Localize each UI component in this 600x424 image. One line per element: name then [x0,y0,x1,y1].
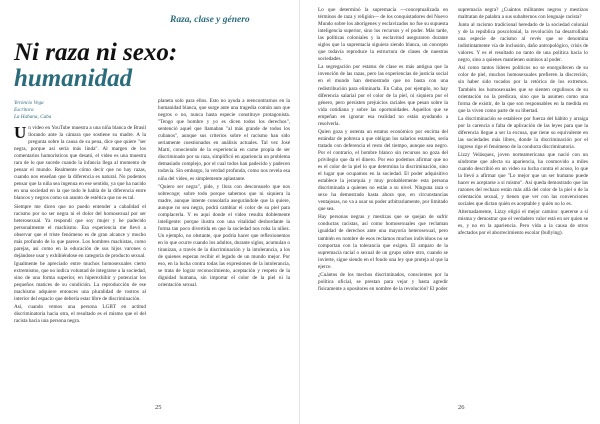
paragraph: Siempre me dicen que no puedo entender a cabalidad el racismo por no ser negra ni el dolor del homosexual por ser heterosexual. Ya respondí que soy mujer y he padecido personalmente el machismo. Esa experiencia me llevó a observar que el triste fenómeno es de gran alcance y mucho más profundo de lo que parece. Los hombres machistas, como parejas, así como en la educación de sus hijos varones o dejándose usar y exhibiéndose en categoría de producto sexual. [14,203,146,259]
text-column-4 [458,7,588,397]
text-column-1 [14,125,146,387]
paragraph: Alternadamente, Lizzy eligió el mejor camino: quererse a sí misma y demostrar que el verdadero valor está en ser quien se es, y no en la apariencia. Pero vida a la causa de otros afectados por el aborrecimiento escolar (bullying). [458,209,588,237]
paragraph: La discriminación se establece por fuerza del hábito y arraiga por la carencia o falta de aplicación de las leyes para que la diferencia llegue a ser la excusa, que tiene su equivalente en las sociedades más libres, donde la discriminación por el ingreso rige el fenómeno de la conducta discriminatoria. [458,115,588,150]
text-column-3 [318,7,448,397]
paragraph: Hay personas negras y mestizas que se quejan de sufrir conductas racistas, así como homosexuales que reclaman igualdad de derechos ante una mayoría heterosexual, pero también en nombre de esos reclamos muchos individuos no se comportan con la tolerancia que exigen. El amparo de la supremacía racial o sexual de un grupo sobre otro, cuando se invierte, sigue siendo en el fondo una ley que proteja al que la ejerce. [318,214,448,270]
section-tag: Raza, clase y género [170,15,250,25]
paragraph: Así como tantos líderes políticos no se enorgullecen de su color de piel, muchos homosexuales prefieren la discreción, sin haber sido tocados por la retórica de los extremos. También los homosexuales que se sienten orgullosos de su orientación no la predican, sino que la asumen como una forma de existir, de la que son responsables en la medida en que la viven como parte de su libertad. [458,65,588,114]
byline-role: Escritora [14,107,34,113]
paragraph: supremacía negra? ¿Cuántos militantes negros y mestizos maltratan de palabra a sus subalternos con lenguaje racista? [458,7,588,21]
paragraph: "Quiero ser negra", pide, y llora con desconsuelo que nos sobrecoge; sobre todo porque sabemos que ni siquiera la madre, aunque intente consolarla asegurándole que la quiere, aunque no sea negra, podrá cambiar el color de su piel para complacerla. Y es aquí donde el video resulta doblemente inteligente: porque ilustra con una vitalidad desbordante la forma tan poco divertida en que la sociedad nos roba la niñez. Un ejemplo, no obstante, que podría hacer que reflexionemos en lo que ocurre cuando los adultos, durante siglos, acumulan o tiranizan, a través de la discriminación y la intolerancia, a los de quienes esperan recibir el legado de un mundo mejor. Por eso, en la lucha contra todas las expresiones de la intolerancia, se trata de lograr reconocimiento, aceptación y respeto de la dignidad humana, sin importar el color de la piel ni la orientación sexual. [158,183,290,289]
text-column-2 [158,98,290,388]
article-title-line1: Ni raza ni sexo: [14,39,178,66]
paragraph: planeta solo para ellos. Esto no ayuda a reencontrarnos en la humanidad blanca, que surge ante una tragedia común aun que negros o no, nunca hasta especie constituye protagonista. "Tengo que hombre y yo es dicen todos los derechos", sentenció aquel que llamaban "al más grande de todos los cubanos", aunque sus criterios sobre el racismo han sido seriamente cuestionados en análisis actuales. Tal vez José Martí, conociendo de la experiencia en carne propia de ser discriminado por su raza, simplificó en apariencia un problema demasiado complejo, por el cual todos han padecido y padecen todavía. Sin embargo, la verdad profunda, como nos revela esa niña del video, es simplemente aplastante. [158,98,290,182]
first-paragraph-text: n video en YouTube muestra a una niña blanca de Brasil llorando ante la cámara que sostiene su madre. A la pregunta sobre la causa de su pena, dice que quiere "ser negra, porque así sería más linda". Al margen de los comentarios humorísticos que desató, el video es una muestra rara de lo que sucede cuando la infancia llega al momento de pensar el mundo. Realmente cómo decir que no hay razas, cuando nos enseñan que la diferencia es natural. No podemos pensar que la niña sea ingenua en ese sentido, ya que ha nacido en una sociedad en la que todo le habla de la diferencia entre blancos y negros como un asunto de estética que no es tal. [14,125,146,202]
paragraph: La segregación por estatus de clase es más antigua que la invención de las razas, pero las experiencias de justicia social en el mundo han demostrado que no basta con una redistribución para eliminarla. En Cuba, por ejemplo, no hay diferencia salarial por el color de la piel, ni siquiera por el género, pero persisten prejuicios raciales que pesan sobre la vida cotidiana y sobre las oportunidades. Aquellos que se empeñan en ignorar esa realidad no están ayudando a resolverla. [318,64,448,127]
dropcap: U [14,125,27,142]
byline-location: La Habana, Cuba [14,114,52,120]
article-title-line2: humanidad [14,65,133,92]
first-paragraph [14,125,146,203]
paragraph: Quien goza y ostenta un estatus económico por encima del estándar de pobreza a que obligan los salarios estatales, sería tratado con deferencia el resto del tiempo, aunque sea negro. Por el contrario, el hombre blanco sin recursos no goza del privilegio que da el dinero. Por eso podemos afirmar que no es el color de la piel lo que determina la discriminación, sino el lugar que ocupamos en la sociedad. El poder adquisitivo establece la jerarquía y muy probablemente esta persona discriminada a quienes no están a su nivel. Ninguna raza o sexo ha demostrado hasta ahora que, en circunstancias ventajosas, no va a usar su poder arbitrariamente, por limitado que sea. [318,128,448,213]
paragraph: Igualmente he apreciado entre muchos homosexuales cierto extremismo, que no indica voluntad de integrarse a la sociedad, sino de una forma superior, en hiperexhibir y potenciar los pequeños matices de su condición. La reproducción de ese machismo adquiere entonces una pluralidad de rostros al interior del espacio que debería estar libre de discriminación. [14,260,146,303]
page-number-left: 25 [155,404,162,411]
paragraph: Lo que determinó la supremacía —conceptualizada en términos de raza y religión— de los conquistadores del Nuevo Mundo sobre los aborígenes y esclavizados no fue su supuesta inteligencia superior, sino los recursos y el poder. Más tarde, las políticas coloniales y la esclavitud aseguraron durante siglos que la supremacía siguiera siendo blanca, un concepto que todavía reproduce la estructura de clases de nuestras sociedades. [318,7,448,63]
paragraph: ¿Cuántos de los mechos discriminados, conscientes por la política oficial, se prestan para vejar y hasta agredir físicamente a opositores en nombre de la revolución? El poder [318,271,448,292]
page-number-right: 26 [458,404,465,411]
byline-author: Yeróncio Vega [14,100,44,106]
paragraph: Lizzy Velásquez, joven norteamericana que nació con un síndrome que afecta su apariencia, ha conmovido a miles cuando describió en un video su lucha contra el acoso, lo que la llevó a afirmar que "Lo mejor que un ser humano puede hacer es aceptarse a sí mismo". Así queda demostrado que las razones del rechazo están más allá del color de la piel o de la orientación sexual, y tienen que ver con las convenciones sociales que dictan quién es aceptable y quién no lo es. [458,151,588,208]
paragraph: Junto al racismo tradicional heredado de la sociedad colonial y de la república poscolonial, la revolución ha desarrollado una especie de racismo al revés que se denomina indistintamente vía de inclusión, daño antropológico, crisis de valores. Y es el resultado no tanto de una política hacia lo negro, sino a quienes mantienen sumisos al poder. [458,22,588,64]
paragraph: Así, cuando vemos una persona LGBT en actitud discriminatoria hacia otra, el resultado es el mismo que el del racista hacia una persona negra. [14,304,146,325]
